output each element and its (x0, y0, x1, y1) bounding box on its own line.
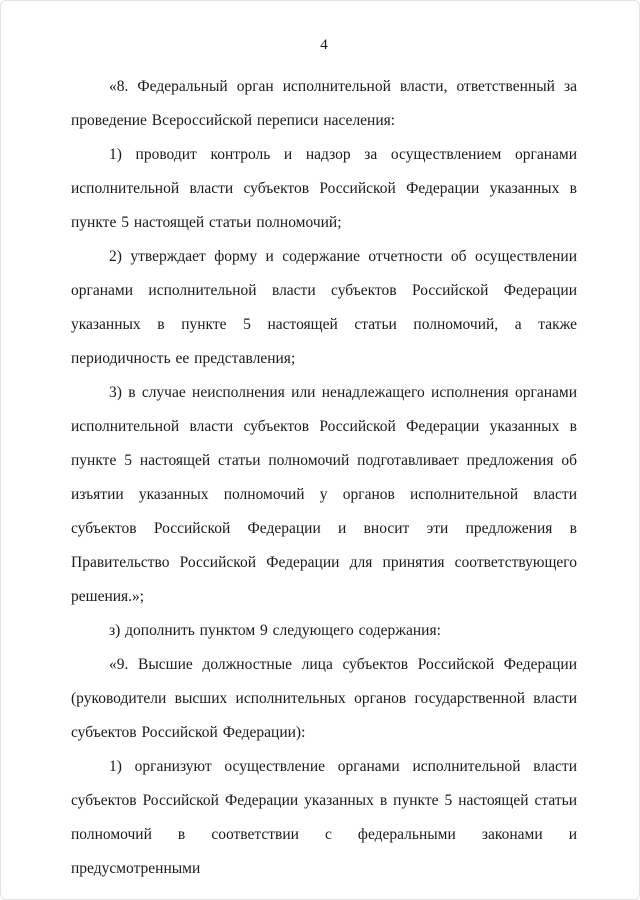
paragraph-point-8-intro: «8. Федеральный орган исполнительной власти, ответственный за проведение Всероссийской переписи населения: (71, 78, 577, 129)
paragraph-point-9-subpoint-1: 1) организуют осуществление органами исполнительной власти субъектов Российской Федерации указанных в пункте 5 настоящей статьи полномочий в соответствии с федеральными законами и предусмотренными (71, 758, 577, 877)
page-number: 4 (320, 37, 328, 53)
paragraph-amendment-z: з) дополнить пунктом 9 следующего содержания: (109, 622, 441, 639)
paragraph-subpoint-1: 1) проводит контроль и надзор за осуществлением органами исполнительной власти субъектов Российской Федерации указанных в пункте 5 настоящей статьи полномочий; (71, 146, 577, 231)
paragraph-subpoint-3: 3) в случае неисполнения или ненадлежащего исполнения органами исполнительной власти субъектов Российской Федерации указанных в пункте 5 настоящей статьи полномочий подготавливает предложения об изъятии указанных полномочий у органов исполнительной власти субъектов Российской Федерации и вносит эти предложения в Правительство Российской Федерации для принятия соответствующего решения.»; (71, 384, 577, 605)
paragraph-subpoint-2: 2) утверждает форму и содержание отчетности об осуществлении органами исполнительной власти субъектов Российской Федерации указанных в пункте 5 настоящей статьи полномочий, а также периодичность ее представления; (71, 248, 577, 367)
page-content (1, 1, 639, 900)
paragraph-point-9-intro: «9. Высшие должностные лица субъектов Российской Федерации (руководители высших исполнительных органов государственной власти субъектов Российской Федерации): (71, 656, 577, 741)
